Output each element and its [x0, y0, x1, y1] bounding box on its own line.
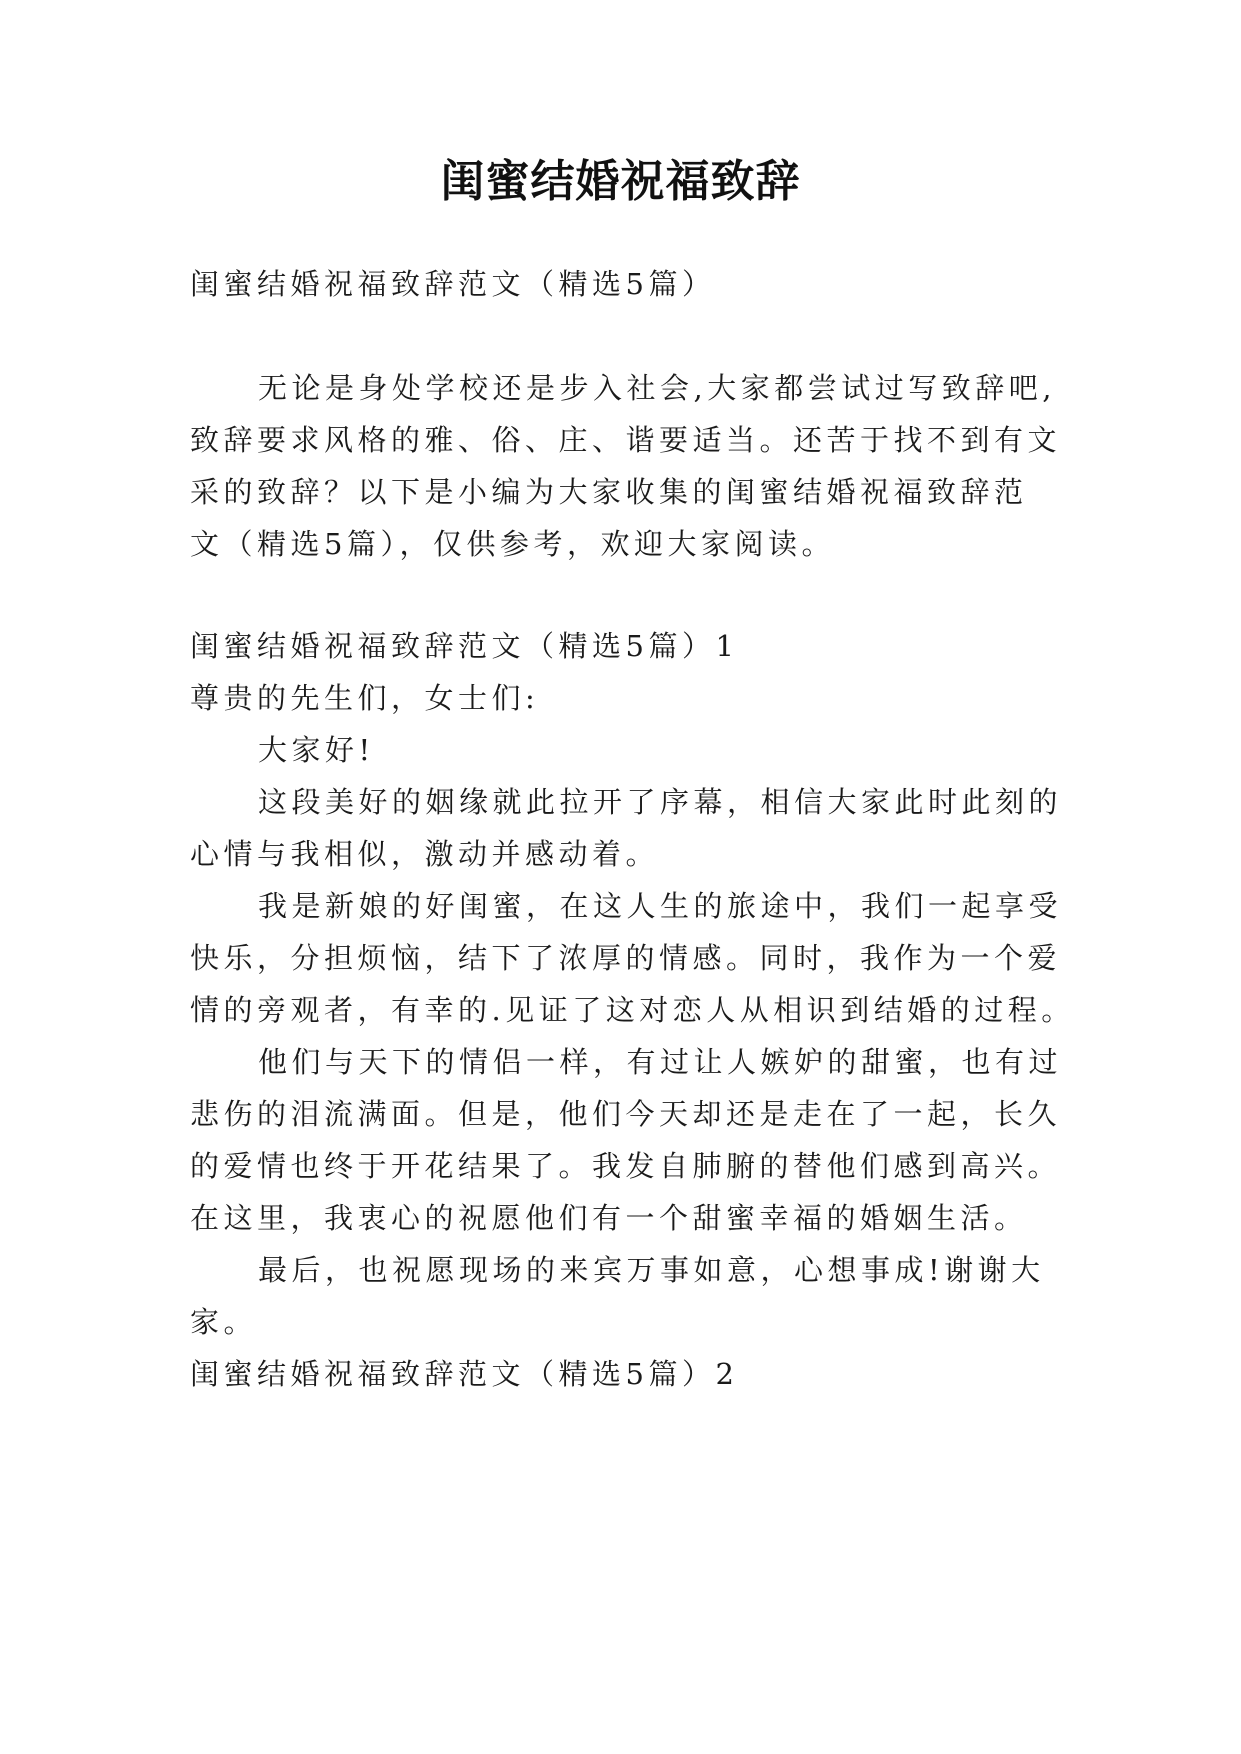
intro-line-3: 采的致辞？以下是小编为大家收集的闺蜜结婚祝福致辞范: [190, 475, 1028, 509]
para2-line-3: 情的旁观者，有幸的.见证了这对恋人从相识到结婚的过程。: [190, 993, 1075, 1027]
para3-line-2: 悲伤的泪流满面。但是，他们今天却还是走在了一起，长久: [190, 1097, 1062, 1131]
para3-line-4: 在这里，我衷心的祝愿他们有一个甜蜜幸福的婚姻生活。: [190, 1201, 1028, 1235]
document-title: 闺蜜结婚祝福致辞: [440, 156, 801, 207]
para3-line-3: 的爱情也终于开花结果了。我发自肺腑的替他们感到高兴。: [190, 1149, 1062, 1183]
para2-line-2: 快乐，分担烦恼，结下了浓厚的情感。同时，我作为一个爱: [190, 941, 1062, 975]
section-heading-2: 闺蜜结婚祝福致辞范文（精选5篇）2: [190, 1357, 739, 1391]
para3-line-1: 他们与天下的情侣一样，有过让人嫉妒的甜蜜，也有过: [258, 1045, 1063, 1079]
para4-line-2: 家。: [190, 1305, 258, 1339]
intro-line-4: 文（精选5篇），仅供参考，欢迎大家阅读。: [190, 527, 835, 561]
para2-line-1: 我是新娘的好闺蜜，在这人生的旅途中，我们一起享受: [258, 889, 1063, 923]
salutation: 尊贵的先生们，女士们:: [190, 681, 540, 715]
greeting: 大家好!: [258, 733, 375, 767]
para1-line-1: 这段美好的姻缘就此拉开了序幕，相信大家此时此刻的: [258, 785, 1063, 819]
document-subtitle: 闺蜜结婚祝福致辞范文（精选5篇）: [190, 267, 716, 301]
para4-line-1: 最后，也祝愿现场的来宾万事如意，心想事成!谢谢大: [258, 1253, 1045, 1287]
para1-line-2: 心情与我相似，激动并感动着。: [190, 837, 660, 871]
section-heading-1: 闺蜜结婚祝福致辞范文（精选5篇）1: [190, 629, 739, 663]
intro-line-1: 无论是身处学校还是步入社会,大家都尝试过写致辞吧,: [258, 371, 1056, 405]
intro-line-2: 致辞要求风格的雅、俗、庄、谐要适当。还苦于找不到有文: [190, 423, 1062, 457]
